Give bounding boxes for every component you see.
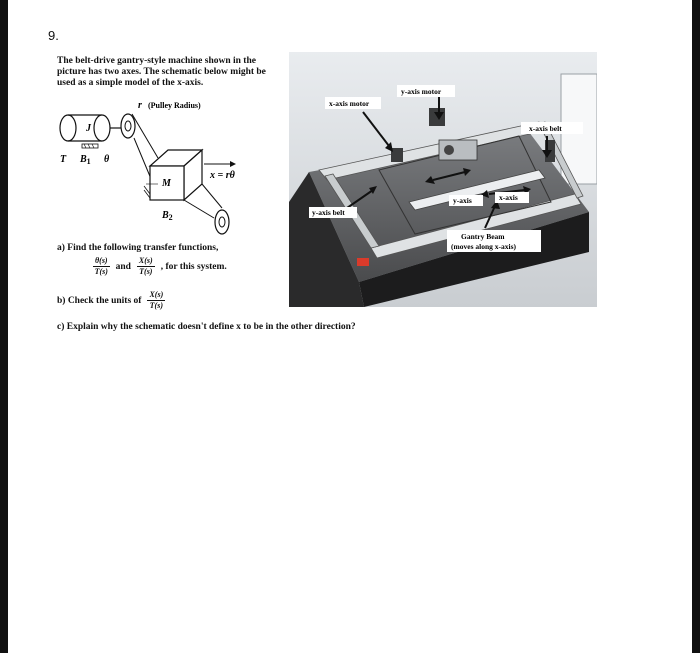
x-axis-label: x-axis <box>499 193 518 202</box>
theta-label: θ <box>104 154 110 165</box>
j-label: J <box>86 123 91 134</box>
part-a-tail: , for this system. <box>160 261 227 272</box>
theta-over-t-fraction: $\frac{\theta(s)}{T(s)}$ <box>94 256 108 276</box>
y-axis-motor-label: y-axis motor <box>401 87 442 96</box>
gantry-beam-label: Gantry Beam <box>461 232 505 241</box>
x-axis-motor-label: x-axis motor <box>329 99 370 108</box>
gantry-beam-note: (moves along x-axis) <box>451 242 516 251</box>
x-equals-r-theta: x = rθ <box>210 170 235 181</box>
mass-label: M <box>162 178 171 189</box>
part-c-text: c) Explain why the schematic doesn't define x to be in the other direction? <box>57 322 356 332</box>
and-word: and <box>115 261 131 272</box>
x-axis-belt-label: x-axis belt <box>529 124 562 133</box>
t-label: T <box>60 154 67 165</box>
x-over-t-fraction: $\frac{X(s)}{T(s)}$ <box>138 256 153 276</box>
y-axis-label: y-axis <box>453 196 472 205</box>
r-label: r <box>138 100 142 111</box>
gantry-machine-photo <box>289 52 597 307</box>
units-fraction: $\frac{X(s)}{T(s)}$ <box>149 290 164 310</box>
x-axis-schematic <box>54 100 264 240</box>
problem-intro: The belt-drive gantry-style machine shown in the picture has two axes. The schematic below might be used as a simple model of the x-axis. <box>57 56 266 88</box>
pulley-radius-label: (Pulley Radius) <box>148 101 201 110</box>
left-border <box>0 0 8 653</box>
b2-label: $B_2$ <box>162 210 173 222</box>
right-border <box>692 0 700 653</box>
y-axis-belt-label: y-axis belt <box>312 208 345 217</box>
b1-label: $B_1$ <box>80 154 91 166</box>
part-b-text: b) Check the units of <box>57 295 142 306</box>
part-a-transfer-functions <box>93 256 227 277</box>
part-a-text: a) Find the following transfer functions, <box>57 243 219 253</box>
part-b <box>57 290 165 311</box>
question-number: 9. <box>48 28 59 43</box>
